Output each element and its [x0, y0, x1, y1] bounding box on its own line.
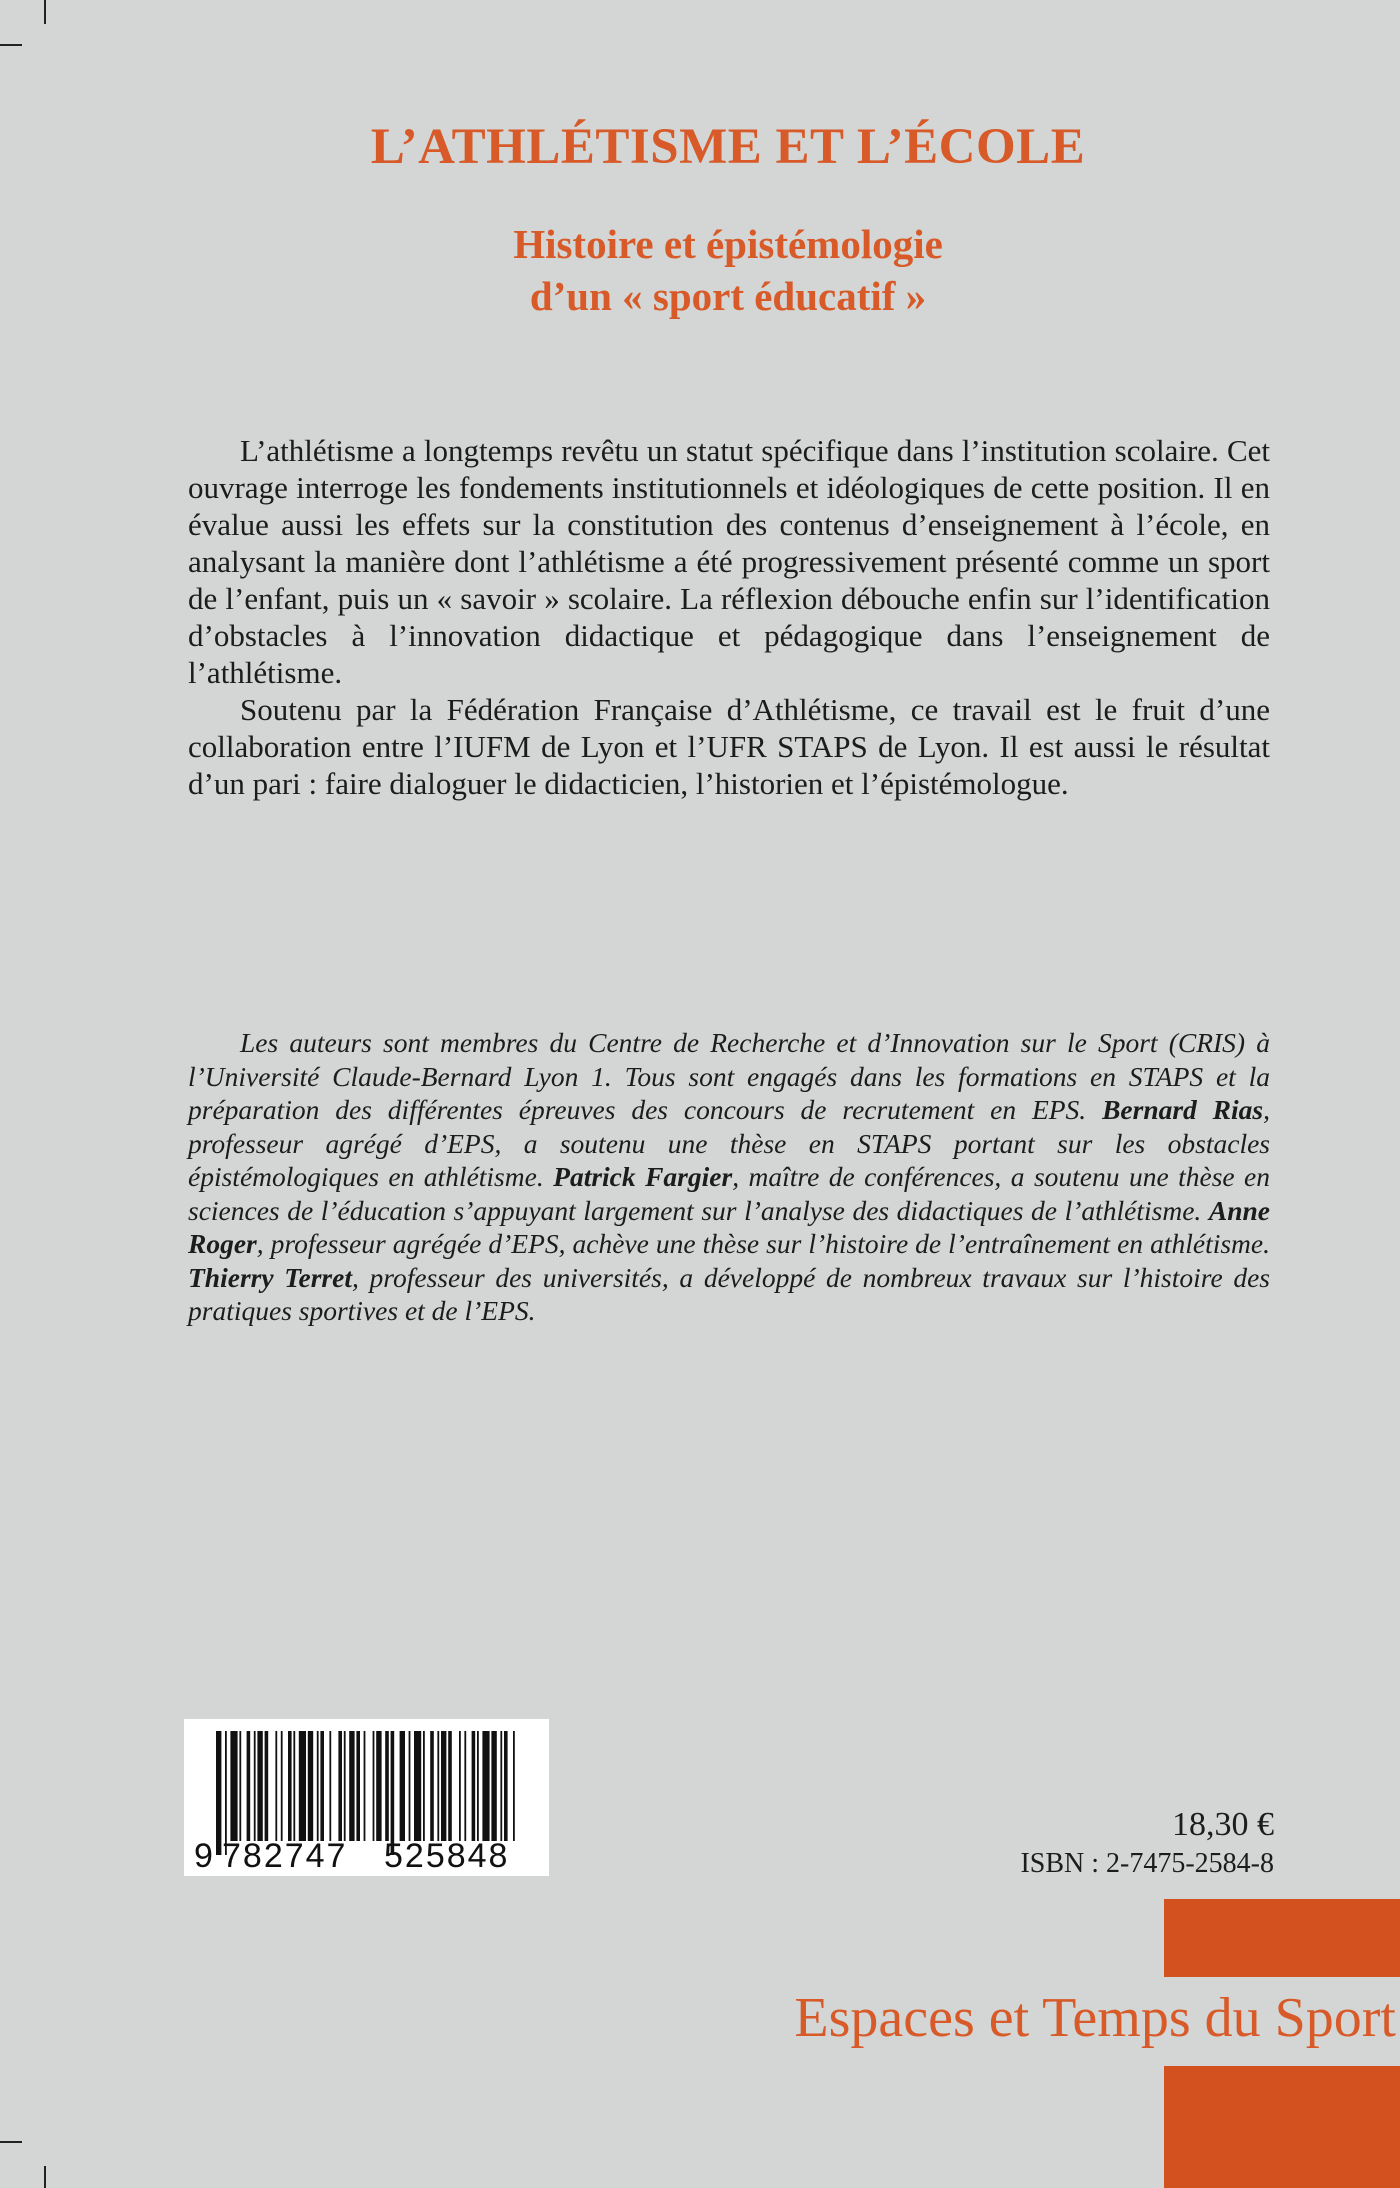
- book-title: L’ATHLÉTISME ET L’ÉCOLE: [370, 119, 1086, 175]
- barcode-bar: [299, 1731, 306, 1841]
- barcode-bar: [239, 1731, 241, 1841]
- authors-biography: [188, 1026, 1270, 1328]
- barcode-bar: [409, 1731, 411, 1841]
- crop-mark-bottom-horizontal: [0, 2141, 22, 2143]
- author-name-rias: Bernard Rias: [1102, 1094, 1264, 1125]
- barcode-bar: [385, 1731, 389, 1841]
- barcode-bar: [254, 1731, 256, 1841]
- barcode-bar: [230, 1731, 237, 1841]
- barcode-bar: [513, 1731, 515, 1841]
- book-description: [188, 432, 1270, 802]
- barcode-bar: [459, 1731, 461, 1841]
- barcode-bar: [247, 1731, 251, 1841]
- barcode-bar: [472, 1731, 476, 1841]
- barcode-bar: [400, 1731, 405, 1841]
- description-paragraph-1: L’athlétisme a longtemps revêtu un statut spécifique dans l’institution scolaire. Cet ouvrage interroge les fondements institutionnels et idéologiques de cette position. Il en évalue aussi les effets sur la constitution des contenus d’enseignement à l’école, en analysant la manière dont l’athlétisme a été progressivement présenté comme un sport de l’enfant, puis un « savoir » scolaire. La réflexion débouche enfin sur l’identification d’obstacles à l’innovation didactique et pédagogique dans l’enseignement de l’athlétisme.: [188, 433, 1270, 690]
- barcode-bar: [500, 1731, 502, 1841]
- barcode-bar: [464, 1731, 466, 1841]
- barcode-bar: [448, 1731, 452, 1841]
- author-name-fargier: Patrick Fargier: [553, 1161, 733, 1192]
- crop-mark-top-horizontal: [0, 44, 22, 46]
- barcode-bar: [293, 1731, 295, 1841]
- author-bio-roger: , professeur agrégée d’EPS, achève une thèse sur l’histoire de l’entraînement en athlétisme.: [256, 1228, 1270, 1259]
- barcode-bar: [216, 1731, 221, 1855]
- author-bio-rias: , professeur agrégé d’EPS, a soutenu une thèse en STAPS portant sur les obstacles épistémologiques en athlétisme.: [188, 1094, 1270, 1192]
- barcode-bar: [281, 1731, 283, 1841]
- barcode-bar: [338, 1731, 342, 1841]
- crop-mark-bottom-vertical: [44, 2166, 46, 2188]
- description-paragraph-2: Soutenu par la Fédération Française d’Athlétisme, ce travail est le fruit d’une collaboration entre l’IUFM de Lyon et l’UFR STAPS de Lyon. Il est aussi le résultat d’un pari : faire dialoguer le didacticien, l’historien et l’épistémologue.: [188, 692, 1270, 801]
- author-name-roger: Anne Roger: [188, 1194, 1270, 1259]
- barcode-bar: [257, 1731, 262, 1841]
- barcode-bar: [329, 1731, 331, 1841]
- orange-band-lower: [1164, 2066, 1400, 2188]
- barcode-bar: [437, 1731, 439, 1841]
- subtitle-line-1: Histoire et épistémologie: [513, 221, 943, 267]
- author-name-terret: Thierry Terret: [188, 1261, 352, 1293]
- barcode-graphic: [184, 1719, 549, 1876]
- barcode-bar: [441, 1731, 446, 1841]
- series-title: Espaces et Temps du Sport: [794, 1987, 1396, 2049]
- barcode-bar: [477, 1731, 479, 1841]
- author-bio-terret: , professeur des universités, a développé de nombreux travaux sur l’histoire des pratiques sportives et de l’EPS.: [188, 1261, 1271, 1326]
- barcode-bar: [288, 1731, 292, 1841]
- barcode-bar: [376, 1731, 381, 1841]
- authors-intro: Les auteurs sont membres du Centre de Recherche et d’Innovation sur le Sport (CRIS) à l’Université Claude-Bernard Lyon 1. Tous sont engagés dans les formations en STAPS et la préparation des différentes épreuves des concours de recrutement en EPS.: [188, 1027, 1270, 1125]
- orange-band-upper: [1164, 1899, 1400, 1977]
- isbn: ISBN : 2-7475-2584-8: [1020, 1848, 1274, 1879]
- barcode-left-digits: 782747: [222, 1837, 348, 1875]
- crop-mark-top-vertical: [44, 0, 46, 24]
- barcode-bar: [265, 1731, 269, 1841]
- subtitle-line-2: d’un « sport éducatif »: [529, 273, 927, 319]
- barcode-bar: [491, 1731, 496, 1841]
- barcode-bar: [275, 1731, 277, 1841]
- barcode-bar: [423, 1731, 425, 1841]
- price: 18,30 €: [1172, 1806, 1274, 1843]
- barcode-bar: [414, 1731, 421, 1841]
- barcode-bar: [344, 1731, 346, 1841]
- book-subtitle: [0, 218, 1400, 322]
- barcode-bar: [317, 1731, 319, 1841]
- barcode-bar: [349, 1731, 354, 1841]
- barcode-bar: [504, 1731, 508, 1841]
- barcode-bar: [430, 1731, 434, 1841]
- barcode-bar: [308, 1731, 313, 1841]
- barcode-bar: [373, 1731, 375, 1841]
- authors-paragraph: [188, 1026, 1270, 1328]
- barcode: [184, 1719, 549, 1876]
- barcode-bar: [320, 1731, 324, 1841]
- barcode-bar: [364, 1731, 366, 1841]
- barcode-right-digits: 525848: [384, 1837, 510, 1875]
- barcode-bar: [356, 1731, 360, 1841]
- barcode-bar: [482, 1731, 489, 1841]
- barcode-first-digit: 9: [194, 1837, 213, 1875]
- author-bio-fargier: , maître de conférences, a soutenu une thèse en sciences de l’éducation s’appuyant largement sur l’analyse des didactiques de l’athlétisme.: [188, 1161, 1270, 1226]
